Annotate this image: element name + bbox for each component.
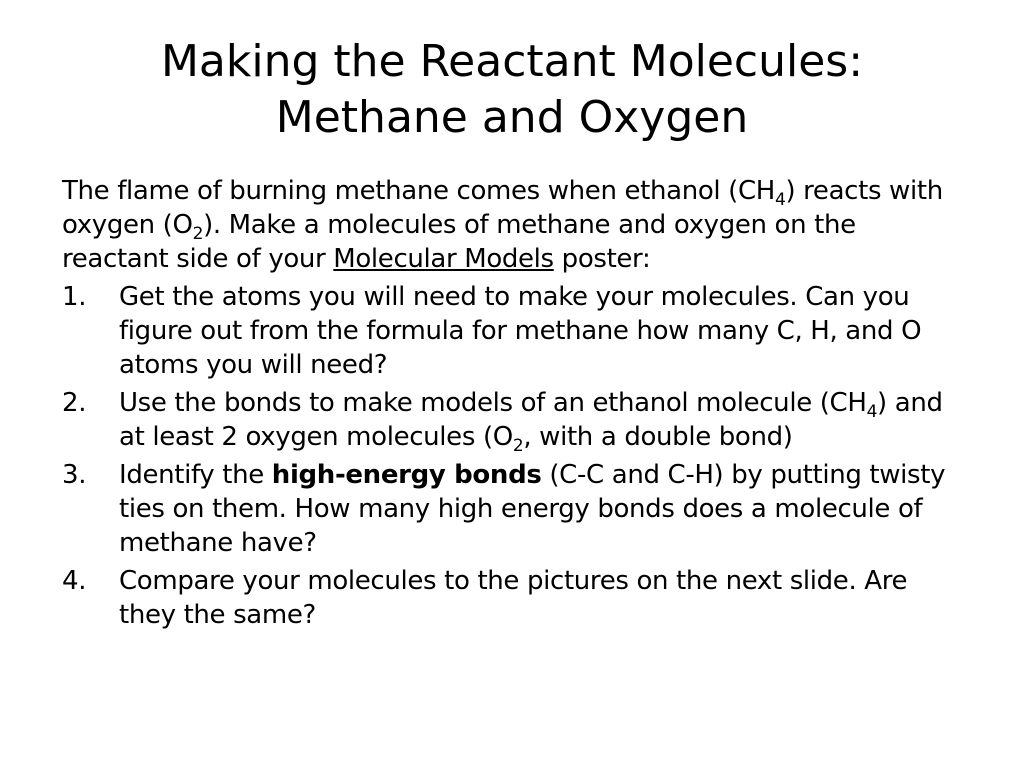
intro-text-1: The flame of burning methane comes when ethanol (CH — [62, 176, 775, 206]
intro-text-4: poster: — [553, 244, 651, 274]
step-item-3 — [62, 458, 967, 560]
step-number: 3. — [62, 460, 87, 490]
molecular-models-text: Molecular Models — [333, 244, 554, 274]
step-text-2: (C-C and C-H) by putting twisty ties on them. How many high energy bonds does a molecule of methane have? — [119, 460, 946, 558]
step-item-1 — [62, 280, 967, 382]
slide-body — [62, 174, 967, 636]
step-text-1: Identify the — [119, 460, 272, 490]
intro-subscript-2: 2 — [192, 224, 204, 244]
step-text: Get the atoms you will need to make your molecules. Can you figure out from the formula for methane how many C, H, and O atoms you will need? — [119, 282, 922, 380]
step-text-3: , with a double bond) — [523, 422, 793, 452]
step-subscript-2: 2 — [512, 436, 524, 456]
steps-list — [62, 280, 967, 632]
intro-subscript-1: 4 — [774, 190, 786, 210]
step-text: Compare your molecules to the pictures on the next slide. Are they the same? — [119, 566, 908, 630]
intro-paragraph — [62, 174, 967, 276]
step-item-4 — [62, 564, 967, 632]
slide-title — [60, 34, 964, 146]
intro-text-3: ). Make a molecules of methane and oxygen on the reactant side of your — [62, 210, 856, 274]
step-number: 4. — [62, 566, 87, 596]
step-number: 2. — [62, 388, 87, 418]
high-energy-bonds-text: high-energy bonds — [271, 460, 542, 490]
step-number: 1. — [62, 282, 87, 312]
step-item-2 — [62, 386, 967, 454]
step-text-2: ) and at least 2 oxygen molecules (O — [119, 388, 943, 452]
step-text-1: Use the bonds to make models of an ethanol molecule (CH — [119, 388, 867, 418]
slide-title-line-1: Making the Reactant Molecules: — [160, 36, 864, 87]
step-subscript-1: 4 — [866, 402, 878, 422]
slide-title-line-2: Methane and Oxygen — [275, 92, 749, 143]
intro-text-2: ) reacts with oxygen (O — [62, 176, 943, 240]
